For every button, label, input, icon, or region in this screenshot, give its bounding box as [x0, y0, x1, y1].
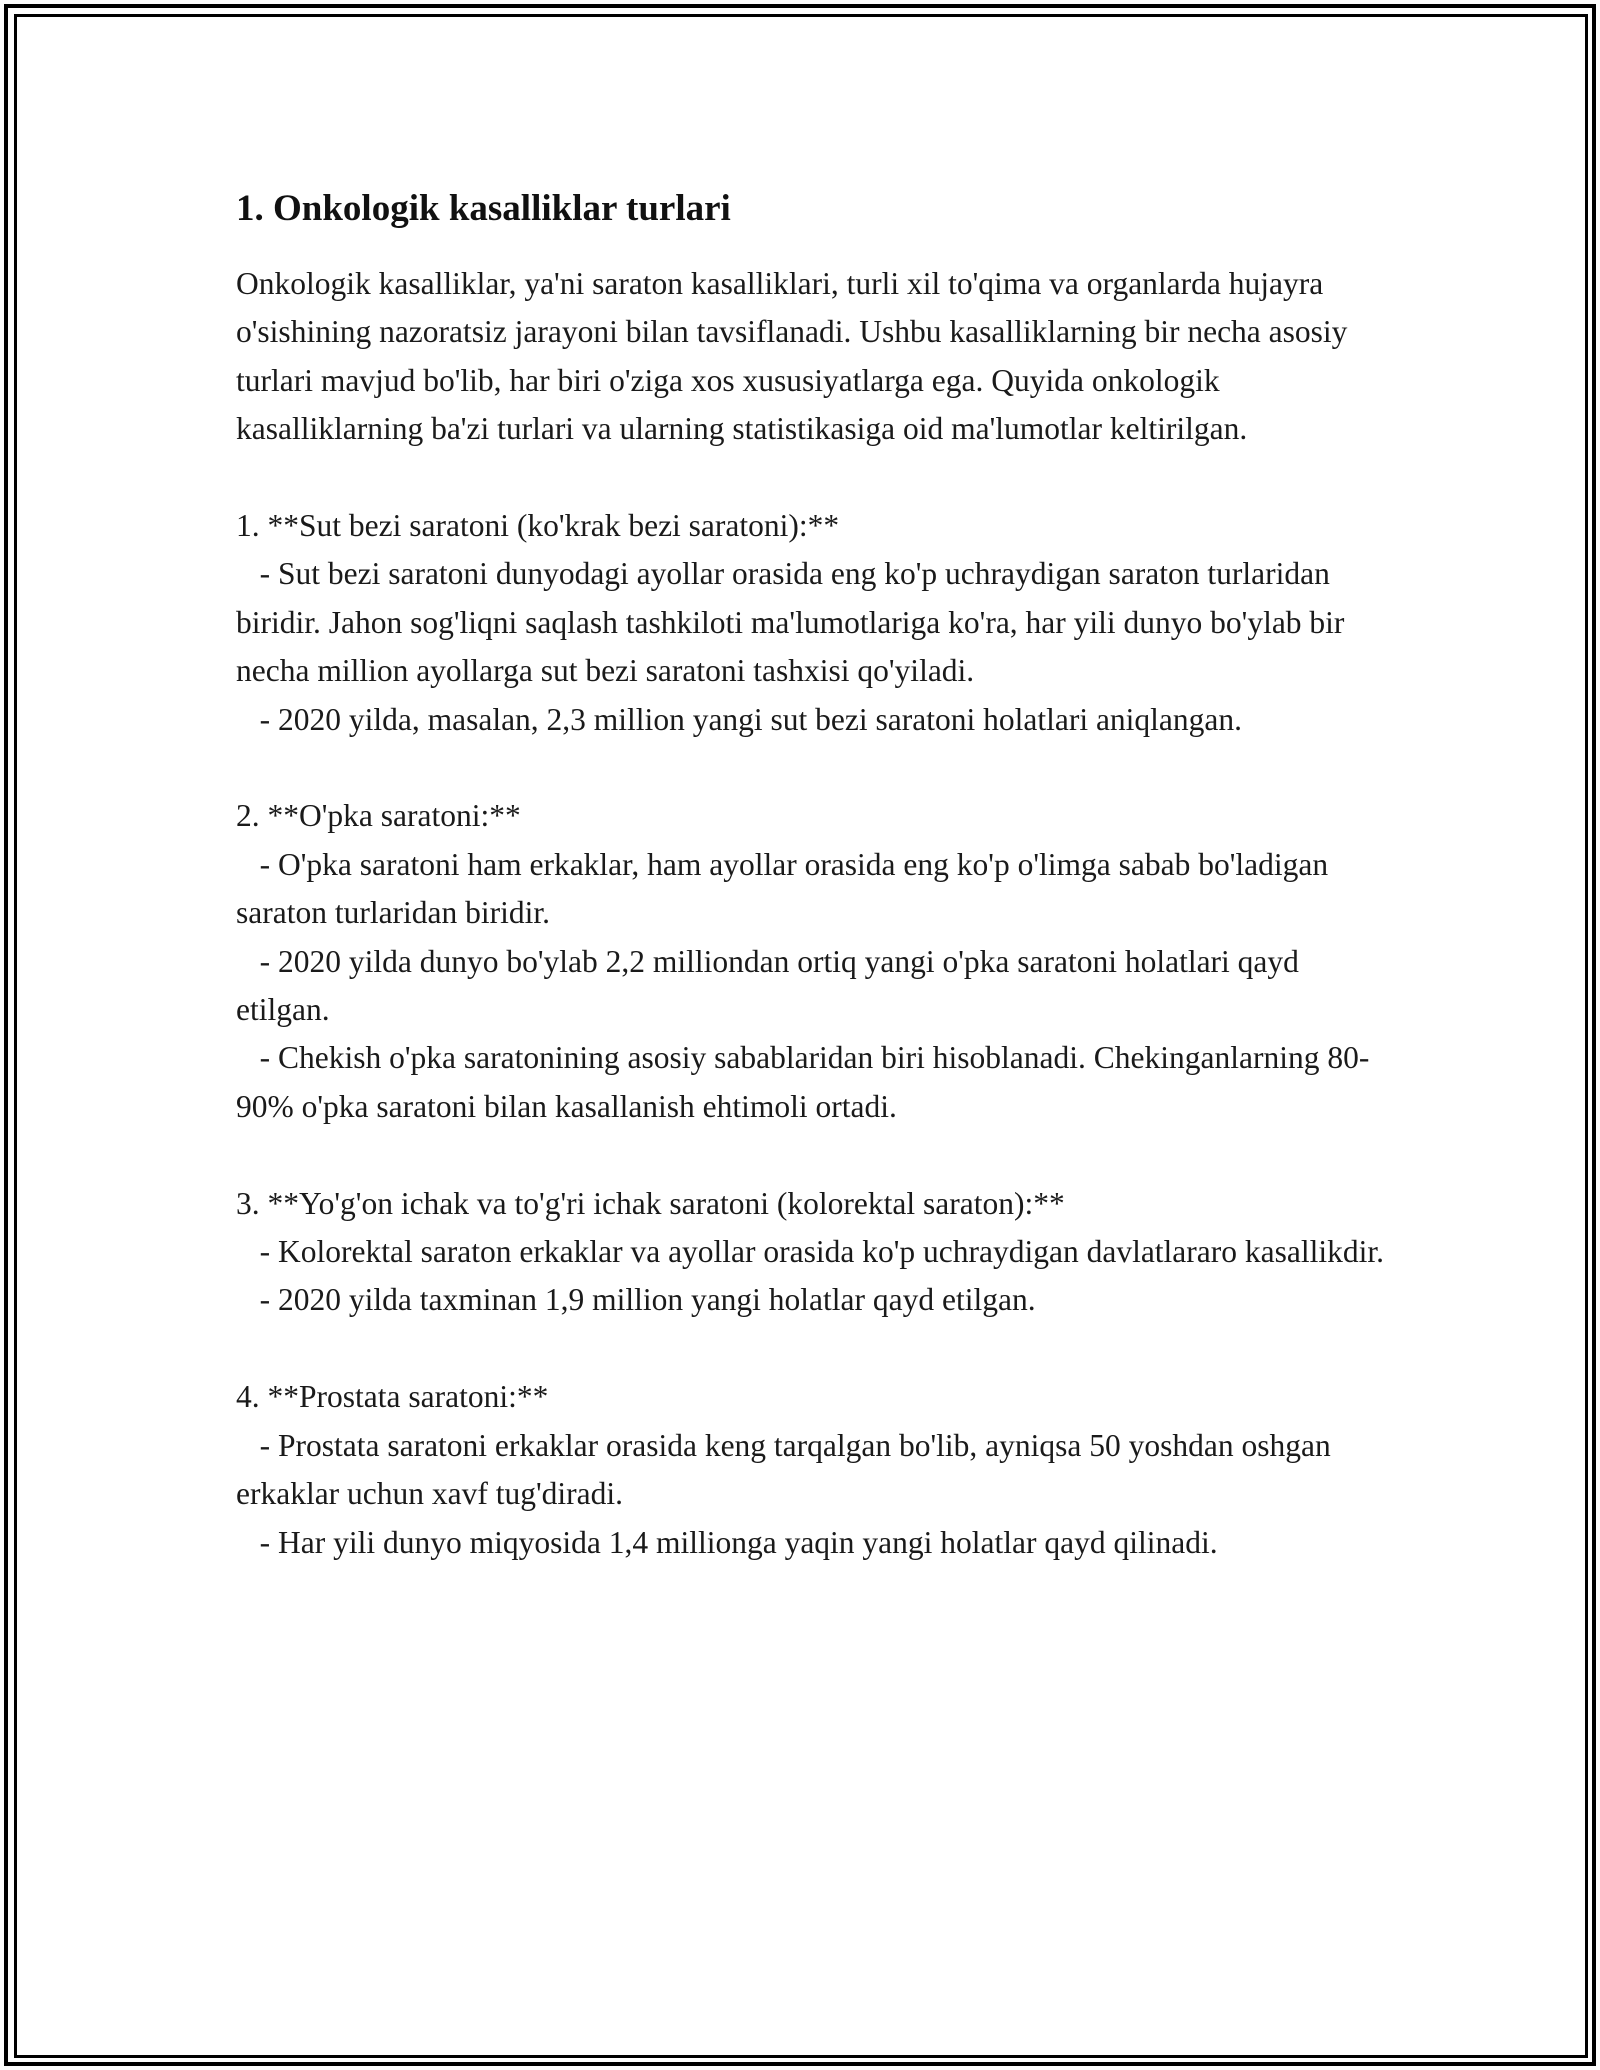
spacer	[236, 1131, 1386, 1179]
section-bullet: - Chekish o'pka saratonining asosiy sabablaridan biri hisoblanadi. Chekinganlarning 80-90% o'pka saratoni bilan kasallanish ehtimoli ortadi.	[236, 1040, 1370, 1124]
section-bullet: - Har yili dunyo miqyosida 1,4 millionga yaqin yangi holatlar qayd qilinadi.	[236, 1524, 1218, 1560]
spacer	[236, 1325, 1386, 1373]
section-breast-cancer	[236, 502, 1386, 744]
section-title: 1. **Sut bezi saratoni (ko'krak bezi saratoni):**	[236, 508, 840, 544]
section-title: 3. **Yo'g'on ichak va to'g'ri ichak saratoni (kolorektal saraton):**	[236, 1185, 1065, 1221]
spacer	[236, 454, 1386, 502]
section-title: 4. **Prostata saratoni:**	[236, 1379, 549, 1415]
section-bullet: - Kolorektal saraton erkaklar va ayollar orasida ko'p uchraydigan davlatlararo kasallikdir.	[236, 1234, 1384, 1270]
section-bullet: - O'pka saratoni ham erkaklar, ham ayollar orasida eng ko'p o'limga sabab bo'ladigan saraton turlaridan biridir.	[236, 846, 1336, 931]
section-bullet: - 2020 yilda, masalan, 2,3 million yangi sut bezi saratoni holatlari aniqlangan.	[236, 701, 1243, 737]
section-colorectal-cancer	[236, 1180, 1386, 1325]
section-bullet: - Sut bezi saratoni dunyodagi ayollar orasida eng ko'p uchraydigan saraton turlaridan biridir. Jahon sog'liqni saqlash tashkiloti ma'lumotlariga ko'ra, har yili dunyo bo'ylab bir necha million ayollarga sut bezi saratoni tashxisi qo'yiladi.	[236, 556, 1353, 689]
section-bullet: - Prostata saratoni erkaklar orasida keng tarqalgan bo'lib, ayniqsa 50 yoshdan oshgan erkaklar uchun xavf tug'diradi.	[236, 1427, 1339, 1512]
intro-paragraph: Onkologik kasalliklar, ya'ni saraton kasalliklari, turli xil to'qima va organlarda hujayra o'sishining nazoratsiz jarayoni bilan tavsiflanadi. Ushbu kasalliklarning bir necha asosiy turlari mavjud bo'lib, har biri o'ziga xos xususiyatlarga ega. Quyida onkologik kasalliklarning ba'zi turlari va ularning statistikasiga oid ma'lumotlar keltirilgan.	[236, 266, 1356, 447]
section-bullet: - 2020 yilda taxminan 1,9 million yangi holatlar qayd etilgan.	[236, 1282, 1036, 1318]
document-body	[236, 186, 1386, 1567]
section-title: 2. **O'pka saratoni:**	[236, 798, 521, 834]
document-heading: 1. Onkologik kasalliklar turlari	[236, 188, 731, 229]
section-lung-cancer	[236, 792, 1386, 1131]
spacer	[236, 744, 1386, 792]
section-prostate-cancer	[236, 1373, 1386, 1567]
section-bullet: - 2020 yilda dunyo bo'ylab 2,2 milliondan ortiq yangi o'pka saratoni holatlari qayd etilgan.	[236, 943, 1307, 1028]
